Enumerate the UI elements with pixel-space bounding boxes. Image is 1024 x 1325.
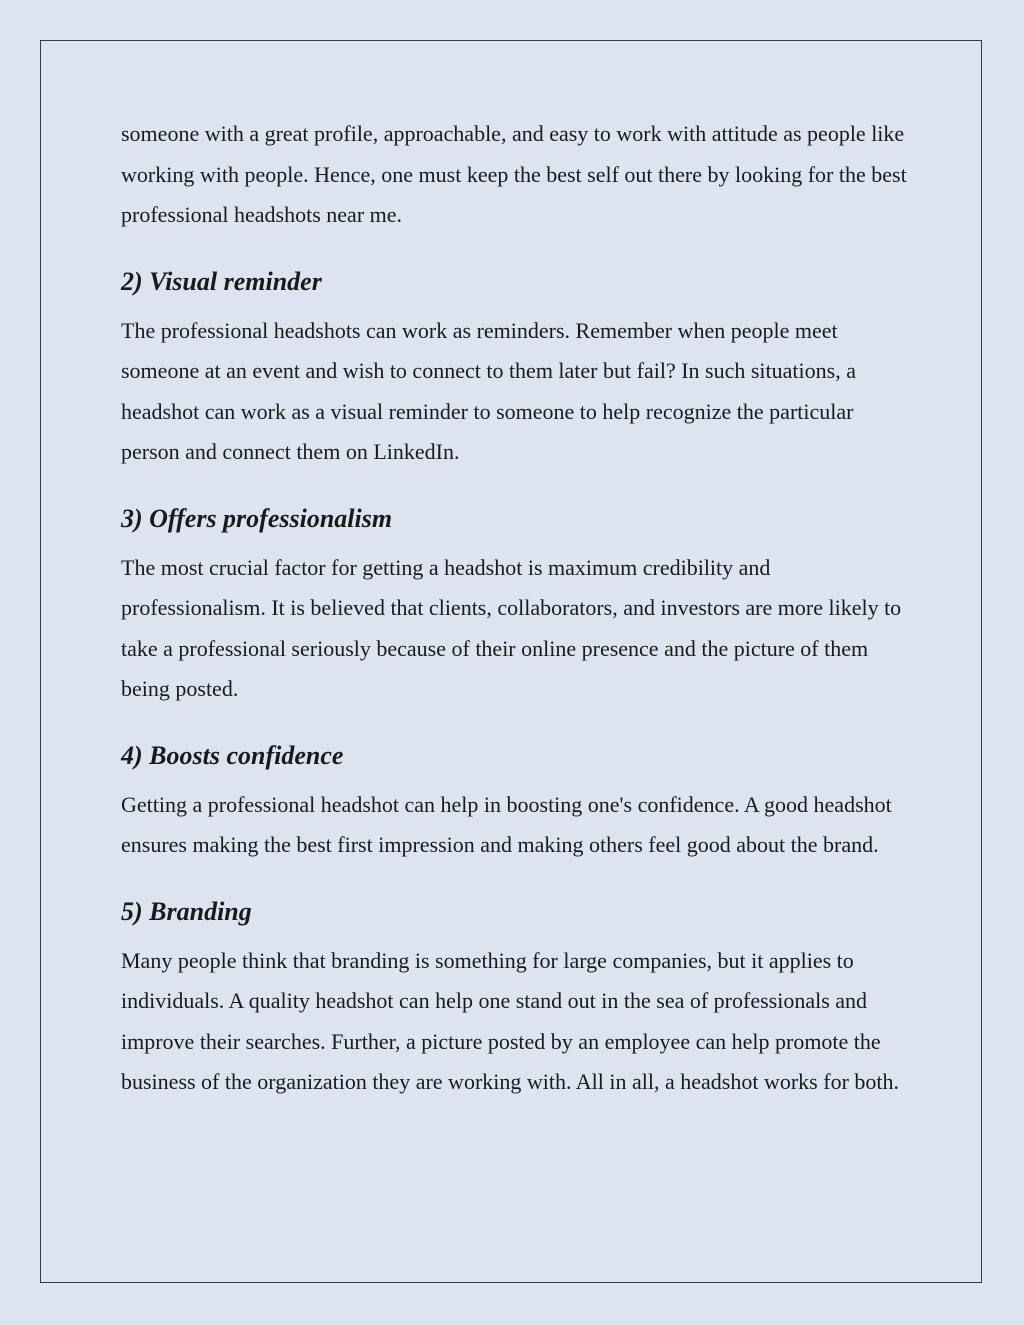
section-heading-visual-reminder: 2) Visual reminder bbox=[121, 266, 322, 296]
section-body-boosts-confidence: Getting a professional headshot can help in boosting one's confidence. A good headshot ensures making the best first impression and making others feel good about the brand. bbox=[121, 791, 892, 857]
section-body-offers-professionalism: The most crucial factor for getting a headshot is maximum credibility and professionalism. It is believed that clients, collaborators, and investors are more likely to take a professional seriously because of their online presence and the picture of them being posted. bbox=[121, 554, 902, 701]
section-body-branding: Many people think that branding is something for large companies, but it applies to individuals. A quality headshot can help one stand out in the sea of professionals and improve their searches. Further, a picture posted by an employee can help promote the business of the organization they are working with. All in all, a headshot works for both. bbox=[121, 947, 900, 1094]
document-body bbox=[121, 114, 911, 1103]
intro-paragraph: someone with a great profile, approachable, and easy to work with attitude as people like working with people. Hence, one must keep the best self out there by looking for the best professional headshots near me. bbox=[121, 121, 907, 227]
section-heading-offers-professionalism: 3) Offers professionalism bbox=[121, 503, 393, 533]
section-heading-boosts-confidence: 4) Boosts confidence bbox=[121, 740, 344, 770]
section-heading-branding: 5) Branding bbox=[121, 896, 252, 926]
section-body-visual-reminder: The professional headshots can work as reminders. Remember when people meet someone at an event and wish to connect to them later but fail? In such situations, a headshot can work as a visual reminder to someone to help recognize the particular person and connect them on LinkedIn. bbox=[121, 317, 856, 464]
